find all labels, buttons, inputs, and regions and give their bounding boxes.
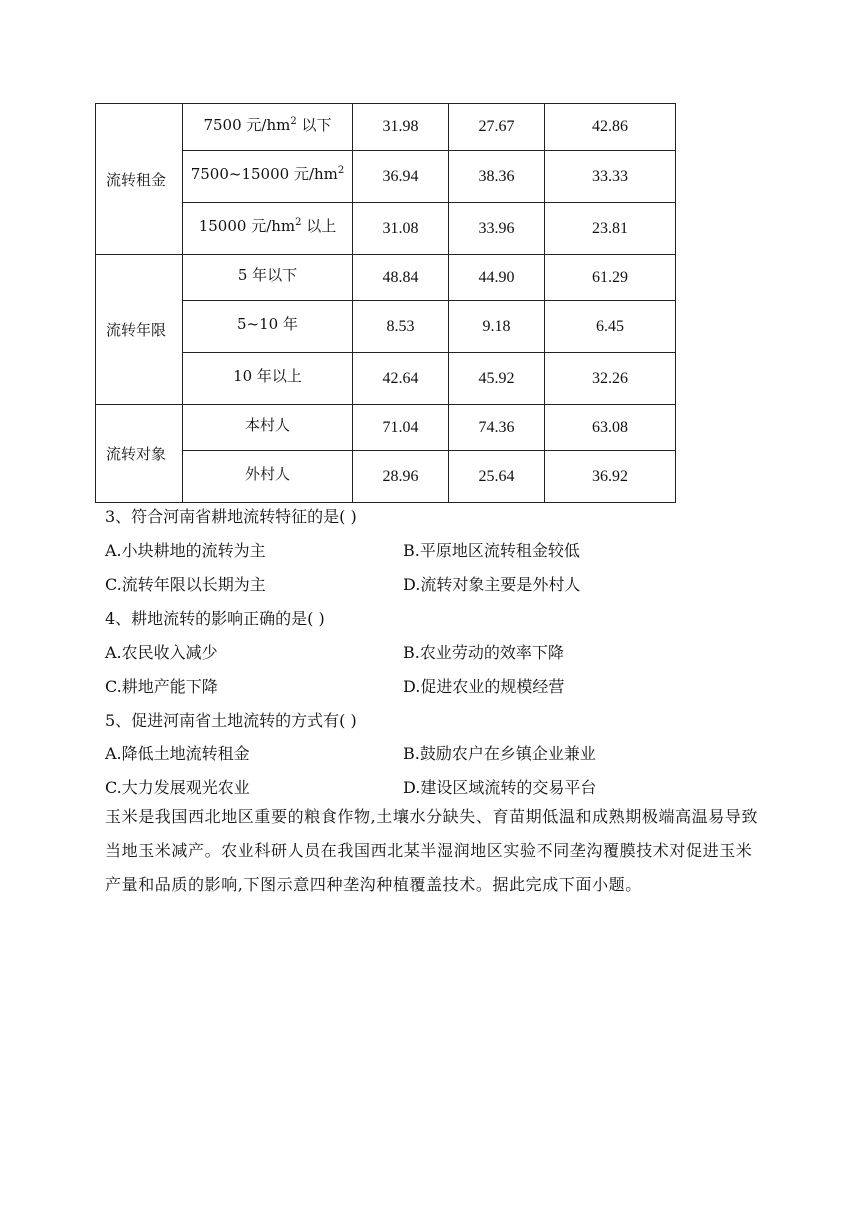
- subcategory-cell: 15000 元$/hm^2$ 以上: [183, 203, 353, 255]
- table-row: [96, 104, 676, 151]
- value-cell: 36.92: [545, 451, 676, 503]
- category-cell: 流转租金: [96, 104, 183, 255]
- value-cell: 23.81: [545, 203, 676, 255]
- question-3-option-d: D.流转对象主要是外村人: [403, 575, 581, 594]
- value-cell: 28.96: [353, 451, 449, 503]
- question-5-option-c: C.大力发展观光农业: [105, 778, 250, 797]
- table-row: [96, 255, 676, 301]
- subcategory-cell: 7500 元$/hm^2$ 以下: [183, 104, 353, 151]
- question-5-option-a: A.降低土地流转租金: [105, 744, 250, 763]
- question-4-option-b: B.农业劳动的效率下降: [403, 643, 564, 662]
- table-row: [96, 151, 676, 203]
- table-row: [96, 203, 676, 255]
- question-5-option-d: D.建设区域流转的交易平台: [403, 778, 597, 797]
- value-cell: 31.98: [353, 104, 449, 151]
- value-cell: 42.64: [353, 353, 449, 405]
- value-cell: 33.96: [449, 203, 545, 255]
- data-table: [95, 103, 676, 503]
- question-4-stem: 4、耕地流转的影响正确的是( ): [105, 609, 325, 628]
- question-3-option-a: A.小块耕地的流转为主: [105, 541, 266, 560]
- value-cell: 9.18: [449, 301, 545, 353]
- value-cell: 36.94: [353, 151, 449, 203]
- table-row: [96, 451, 676, 503]
- question-4-option-d: D.促进农业的规模经营: [403, 677, 565, 696]
- value-cell: 32.26: [545, 353, 676, 405]
- category-cell: 流转对象: [96, 405, 183, 503]
- value-cell: 6.45: [545, 301, 676, 353]
- value-cell: 42.86: [545, 104, 676, 151]
- question-4-option-a: A.农民收入减少: [105, 643, 218, 662]
- subcategory-cell: 5~10 年: [183, 301, 353, 353]
- value-cell: 45.92: [449, 353, 545, 405]
- question-5-stem: 5、促进河南省土地流转的方式有( ): [105, 711, 357, 730]
- value-cell: 8.53: [353, 301, 449, 353]
- value-cell: 33.33: [545, 151, 676, 203]
- subcategory-cell: 本村人: [183, 405, 353, 451]
- subcategory-cell: 5 年以下: [183, 255, 353, 301]
- value-cell: 61.29: [545, 255, 676, 301]
- question-4-option-c: C.耕地产能下降: [105, 677, 218, 696]
- table-row: [96, 353, 676, 405]
- value-cell: 71.04: [353, 405, 449, 451]
- value-cell: 27.67: [449, 104, 545, 151]
- value-cell: 74.36: [449, 405, 545, 451]
- value-cell: 48.84: [353, 255, 449, 301]
- subcategory-cell: 外村人: [183, 451, 353, 503]
- question-3-stem: 3、符合河南省耕地流转特征的是( ): [105, 507, 357, 526]
- table-row: [96, 405, 676, 451]
- value-cell: 25.64: [449, 451, 545, 503]
- value-cell: 63.08: [545, 405, 676, 451]
- table-row: [96, 301, 676, 353]
- value-cell: 38.36: [449, 151, 545, 203]
- question-3-option-b: B.平原地区流转租金较低: [403, 541, 580, 560]
- question-5-option-b: B.鼓励农户在乡镇企业兼业: [403, 744, 596, 763]
- value-cell: 44.90: [449, 255, 545, 301]
- question-3-option-c: C.流转年限以长期为主: [105, 575, 266, 594]
- subcategory-cell: 7500~15000 元$/hm^2$: [183, 151, 353, 203]
- subcategory-cell: 10 年以上: [183, 353, 353, 405]
- passage-paragraph: 玉米是我国西北地区重要的粮食作物,土壤水分缺失、育苗期低温和成熟期极端高温易导致当地玉米减产。农业科研人员在我国西北某半湿润地区实验不同垄沟覆膜技术对促进玉米产量和品质的影响,下图示意四种垄沟种植覆盖技术。据此完成下面小题。: [105, 807, 759, 894]
- value-cell: 31.08: [353, 203, 449, 255]
- category-cell: 流转年限: [96, 255, 183, 405]
